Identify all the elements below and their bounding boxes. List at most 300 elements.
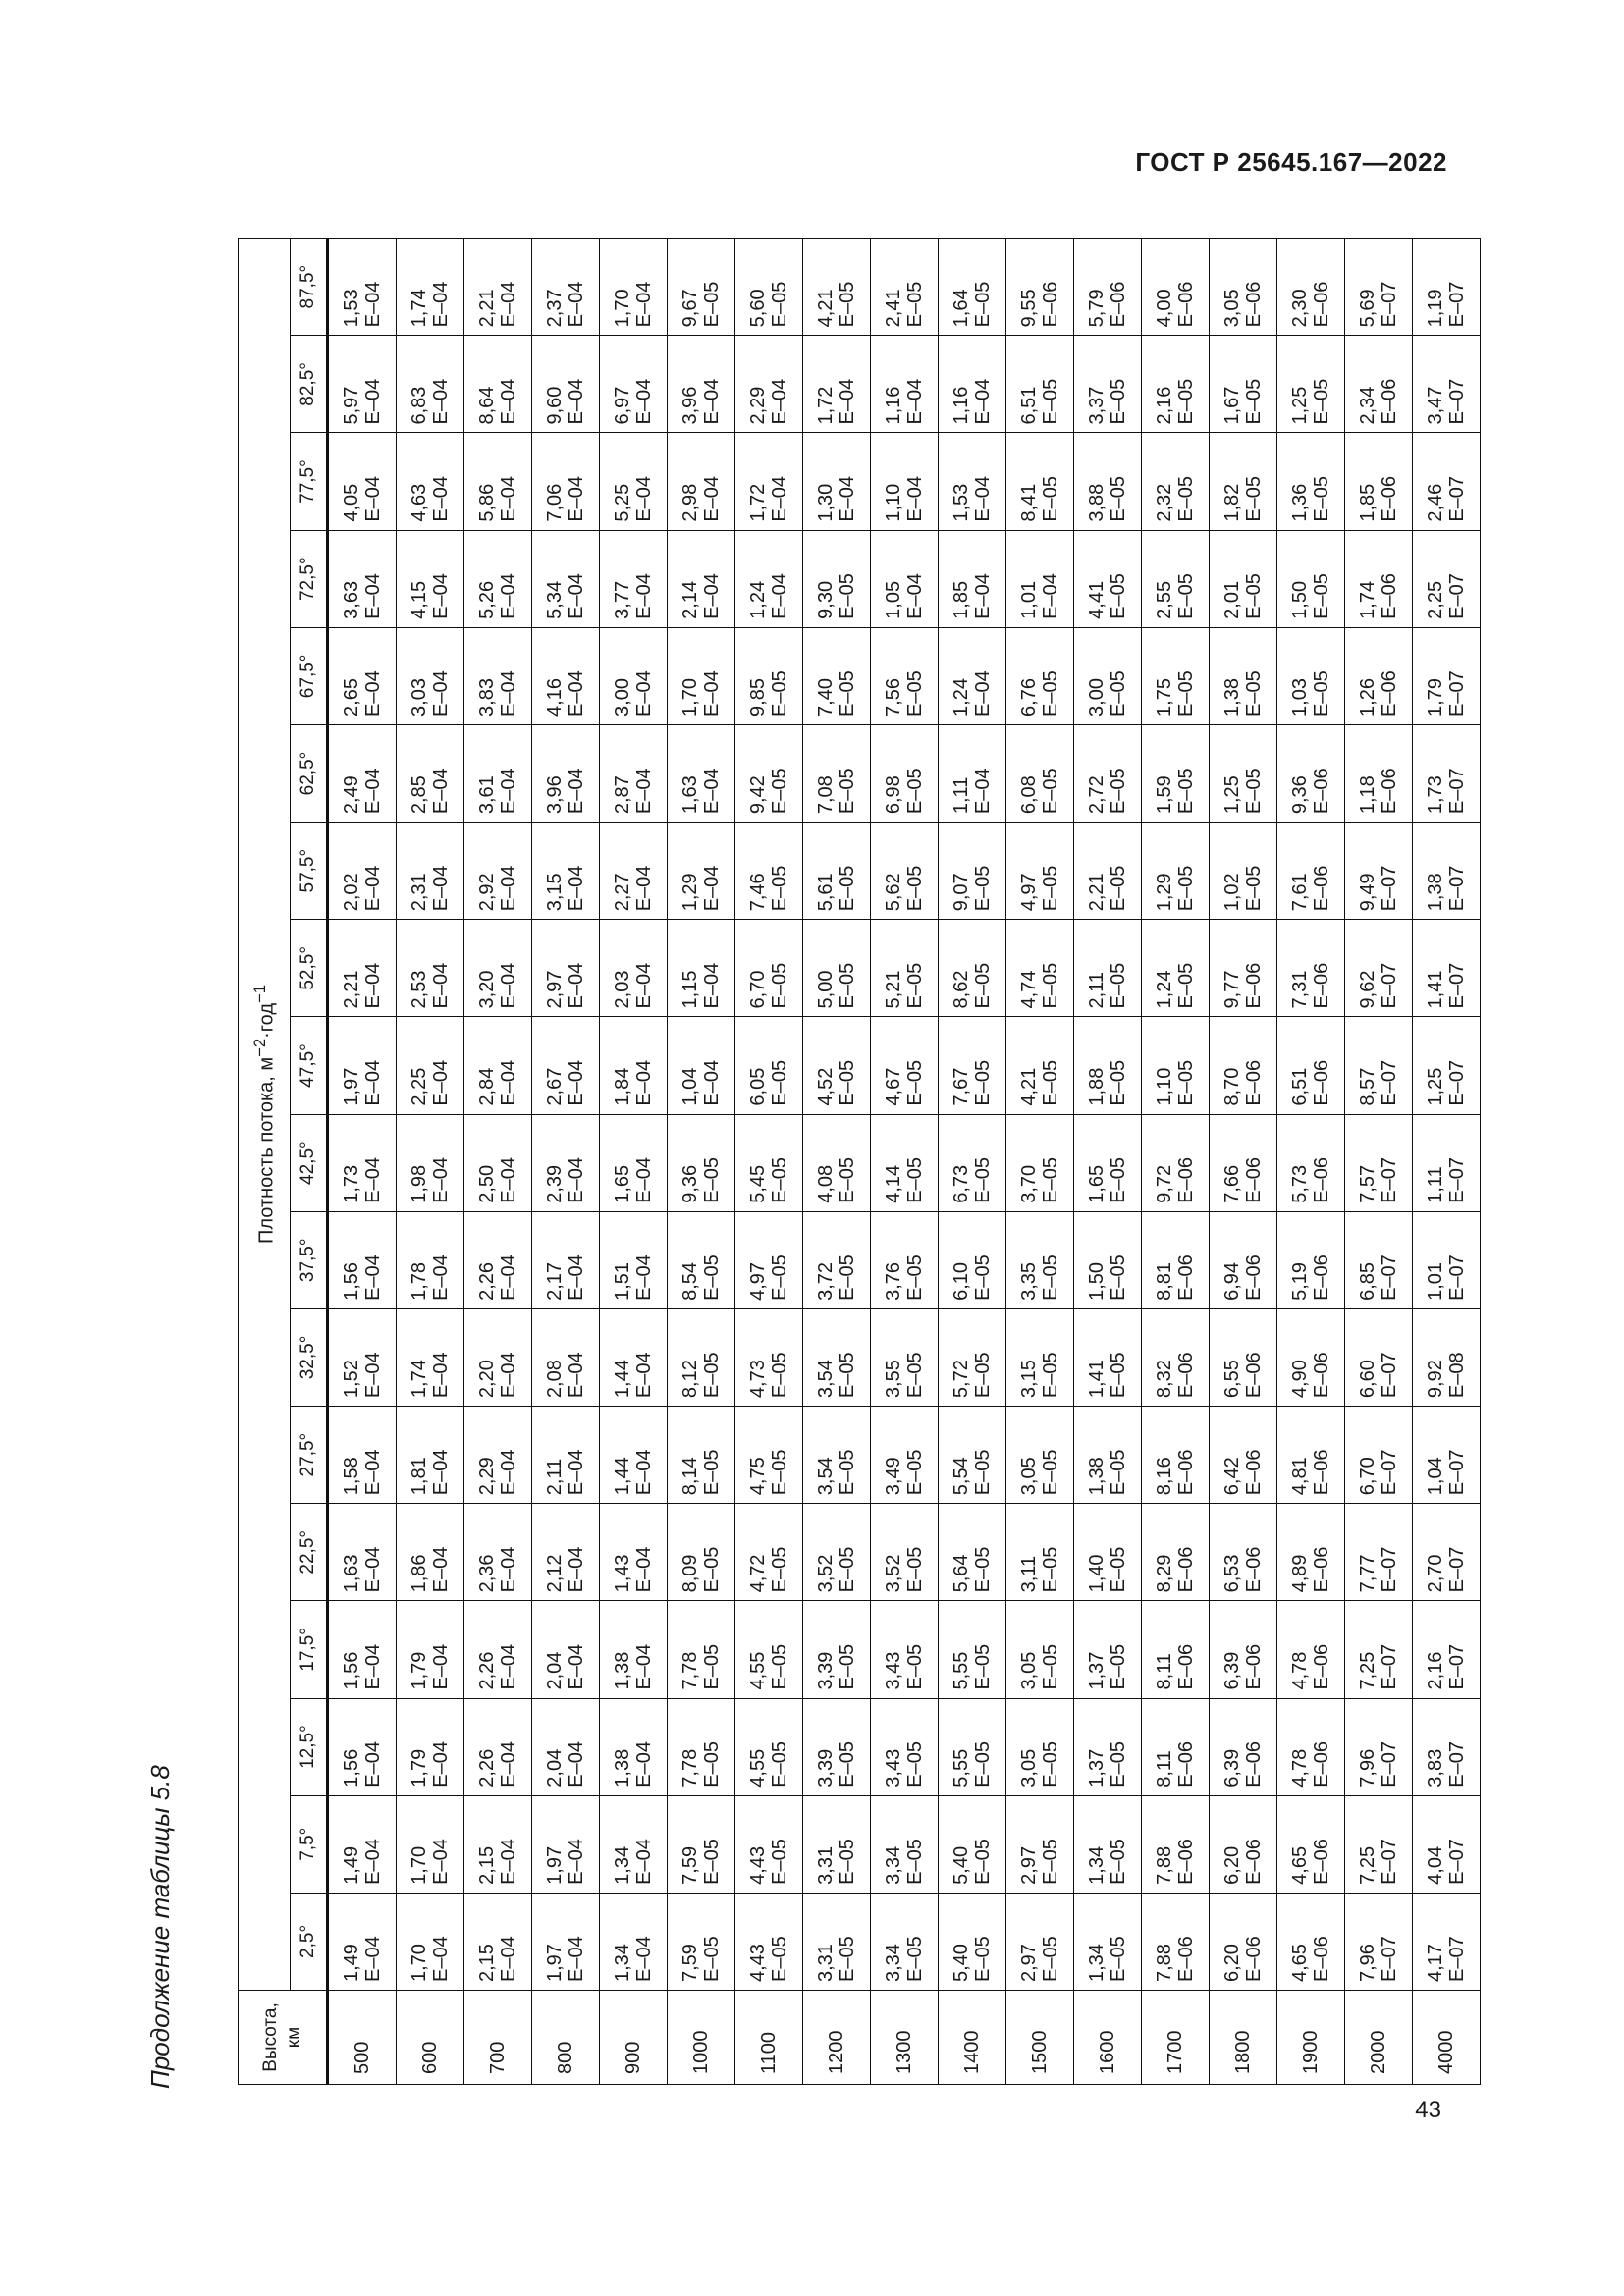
exponent: E–04 (430, 1546, 452, 1593)
flux-value-cell (871, 1407, 939, 1504)
mantissa: 4,65 (1289, 1845, 1311, 1885)
flux-value-cell (328, 1893, 397, 1990)
angle-column-header: 37,5° (291, 1211, 328, 1308)
exponent: E–05 (972, 865, 994, 912)
flux-value-cell (464, 1504, 532, 1601)
mantissa: 7,61 (1289, 873, 1311, 912)
exponent: E–04 (498, 1643, 519, 1690)
angle-column-header: 87,5° (291, 239, 328, 336)
table-row (668, 239, 735, 2085)
exponent: E–06 (1243, 1936, 1265, 1982)
exponent: E–08 (1446, 1352, 1468, 1399)
flux-value-cell (1074, 920, 1142, 1017)
flux-value-cell (1345, 627, 1413, 724)
mantissa: 1,19 (1425, 289, 1446, 328)
exponent: E–05 (904, 1546, 926, 1593)
mantissa: 2,32 (1154, 483, 1175, 522)
mantissa: 2,29 (747, 386, 769, 425)
flux-value-cell (668, 823, 735, 920)
mantissa: 1,11 (950, 776, 972, 815)
mantissa: 2,26 (476, 1748, 498, 1788)
flux-value-cell (1413, 1893, 1481, 1990)
mantissa: 1,79 (408, 1651, 430, 1690)
flux-value-cell (464, 1698, 532, 1795)
exponent: E–05 (1040, 1255, 1061, 1301)
exponent: E–05 (1040, 1839, 1061, 1885)
mantissa: 9,72 (1154, 1164, 1175, 1203)
mantissa: 8,41 (1018, 483, 1040, 522)
mantissa: 3,05 (1018, 1748, 1040, 1788)
table-row (397, 239, 464, 2085)
exponent: E–06 (1379, 573, 1400, 619)
exponent: E–05 (1108, 1059, 1129, 1106)
exponent: E–04 (701, 670, 723, 717)
table-row (1210, 239, 1277, 2085)
angle-column-header: 2,5° (291, 1893, 328, 1990)
mantissa: 4,55 (747, 1748, 769, 1788)
exponent: E–05 (1108, 1255, 1129, 1301)
mantissa: 1,82 (1221, 483, 1243, 522)
flux-value-cell (1074, 336, 1142, 433)
mantissa: 8,81 (1154, 1261, 1175, 1301)
exponent: E–04 (701, 1059, 723, 1106)
flux-value-cell (397, 530, 464, 627)
exponent: E–05 (837, 768, 858, 815)
flux-value-cell (1074, 1308, 1142, 1406)
exponent: E–04 (430, 378, 452, 425)
mantissa: 3,96 (544, 775, 566, 815)
flux-value-cell (939, 1407, 1006, 1504)
exponent: E–04 (362, 1740, 384, 1788)
mantissa: 3,54 (815, 1360, 837, 1399)
exponent: E–07 (1446, 573, 1468, 619)
exponent: E–04 (498, 573, 519, 619)
exponent: E–06 (1175, 1936, 1197, 1982)
mantissa: 5,45 (747, 1164, 769, 1203)
flux-value-cell (1074, 1795, 1142, 1893)
flux-value-cell (668, 1211, 735, 1308)
mantissa: 7,77 (1357, 1554, 1379, 1593)
mantissa: 7,67 (950, 1067, 972, 1106)
exponent: E–06 (1243, 1839, 1265, 1885)
mantissa: 3,96 (679, 386, 701, 425)
exponent: E–04 (430, 1352, 452, 1399)
exponent: E–06 (1311, 1255, 1332, 1301)
mantissa: 1,74 (408, 1360, 430, 1399)
flux-value-cell (803, 627, 871, 724)
flux-value-cell (803, 530, 871, 627)
exponent: E–04 (566, 573, 587, 619)
mantissa: 1,56 (341, 1261, 362, 1301)
altitude-cell: 800 (532, 1991, 600, 2085)
flux-value-cell (328, 530, 397, 627)
exponent: E–04 (566, 281, 587, 328)
mantissa: 6,39 (1221, 1651, 1243, 1690)
flux-value-cell (532, 1017, 600, 1114)
flux-value-cell (1277, 530, 1345, 627)
exponent: E–06 (1243, 281, 1265, 328)
mantissa: 1,24 (950, 678, 972, 717)
exponent: E–05 (904, 1157, 926, 1203)
flux-value-cell (1413, 724, 1481, 822)
exponent: E–04 (498, 1740, 519, 1788)
mantissa: 3,00 (612, 678, 633, 717)
flux-value-cell (668, 1114, 735, 1211)
mantissa: 7,66 (1221, 1164, 1243, 1203)
mantissa: 8,11 (1154, 1653, 1175, 1690)
mantissa: 8,32 (1154, 1360, 1175, 1399)
flux-value-cell (1006, 1308, 1074, 1406)
angle-column-header: 42,5° (291, 1114, 328, 1211)
flux-value-cell (532, 1795, 600, 1893)
exponent: E–05 (769, 670, 790, 717)
flux-value-cell (1413, 239, 1481, 336)
exponent: E–05 (972, 1740, 994, 1788)
flux-value-cell (939, 1795, 1006, 1893)
altitude-cell: 1500 (1006, 1991, 1074, 2085)
exponent: E–06 (1311, 1352, 1332, 1399)
table-row (1006, 239, 1074, 2085)
mantissa: 3,39 (815, 1748, 837, 1788)
mantissa: 2,21 (1086, 873, 1108, 912)
mantissa: 1,38 (1425, 873, 1446, 912)
mantissa: 1,25 (1425, 1067, 1446, 1106)
exponent: E–06 (1311, 1449, 1332, 1496)
exponent: E–07 (1379, 1449, 1400, 1496)
mantissa: 1,75 (1154, 678, 1175, 717)
flux-value-cell (1142, 1893, 1210, 1990)
flux-value-cell (1006, 1114, 1074, 1211)
mantissa: 1,11 (1425, 1166, 1446, 1203)
mantissa: 1,49 (341, 1944, 362, 1982)
mantissa: 1,29 (1154, 873, 1175, 912)
mantissa: 6,94 (1221, 1261, 1243, 1301)
mantissa: 2,11 (1086, 971, 1108, 1009)
flux-value-cell (939, 1017, 1006, 1114)
exponent: E–04 (498, 1546, 519, 1593)
flux-value-cell (1006, 1893, 1074, 1990)
flux-value-cell (939, 1698, 1006, 1795)
altitude-header (239, 1991, 328, 2085)
flux-value-cell (600, 1698, 668, 1795)
flux-value-cell (328, 1504, 397, 1601)
exponent: E–05 (1108, 573, 1129, 619)
exponent: E–07 (1446, 1643, 1468, 1690)
exponent: E–06 (1108, 281, 1129, 328)
flux-value-cell (1277, 1407, 1345, 1504)
flux-value-cell (328, 1017, 397, 1114)
flux-value-cell (1210, 1795, 1277, 1893)
table-body (328, 239, 1481, 2085)
exponent: E–05 (1040, 1643, 1061, 1690)
exponent: E–06 (1243, 1643, 1265, 1690)
exponent: E–04 (633, 1546, 655, 1593)
exponent: E–07 (1446, 1546, 1468, 1593)
flux-value-cell (668, 1407, 735, 1504)
mantissa: 7,25 (1357, 1651, 1379, 1690)
mantissa: 1,37 (1086, 1651, 1108, 1690)
mantissa: 7,40 (815, 678, 837, 717)
flux-value-cell (1142, 1308, 1210, 1406)
mantissa: 3,61 (476, 775, 498, 815)
flux-value-cell (1074, 1114, 1142, 1211)
flux-value-cell (1142, 336, 1210, 433)
exponent: E–05 (1108, 475, 1129, 522)
flux-value-cell (532, 239, 600, 336)
flux-value-cell (1345, 920, 1413, 1017)
flux-value-cell (1210, 1407, 1277, 1504)
mantissa: 5,21 (883, 970, 904, 1009)
mantissa: 2,16 (1154, 386, 1175, 425)
mantissa: 1,25 (1221, 775, 1243, 815)
flux-value-cell (1345, 823, 1413, 920)
flux-value-cell (1277, 1698, 1345, 1795)
mantissa: 7,25 (1357, 1845, 1379, 1885)
flux-value-cell (328, 1601, 397, 1698)
exponent: E–07 (1379, 1546, 1400, 1593)
mantissa: 3,47 (1425, 386, 1446, 425)
mantissa: 4,00 (1154, 289, 1175, 328)
exponent: E–06 (1379, 378, 1400, 425)
mantissa: 1,56 (341, 1651, 362, 1690)
flux-value-cell (397, 433, 464, 530)
flux-value-cell (1006, 1504, 1074, 1601)
flux-value-cell (735, 724, 803, 822)
flux-value-cell (1210, 920, 1277, 1017)
flux-value-cell (803, 1601, 871, 1698)
exponent: E–05 (837, 1059, 858, 1106)
mantissa: 1,16 (883, 386, 904, 425)
flux-value-cell (871, 1114, 939, 1211)
mantissa: 4,14 (883, 1164, 904, 1203)
flux-value-cell (1345, 1308, 1413, 1406)
mantissa: 1,98 (408, 1164, 430, 1203)
exponent: E–04 (701, 962, 723, 1009)
flux-value-cell (1210, 336, 1277, 433)
flux-value-cell (1142, 1698, 1210, 1795)
flux-value-cell (328, 1407, 397, 1504)
exponent: E–04 (566, 378, 587, 425)
flux-value-cell (1210, 1504, 1277, 1601)
mantissa: 3,52 (815, 1554, 837, 1593)
mantissa: 1,18 (1357, 775, 1379, 815)
flux-value-cell (871, 1601, 939, 1698)
mantissa: 6,83 (408, 386, 430, 425)
mantissa: 1,49 (341, 1845, 362, 1885)
flux-value-cell (1006, 1698, 1074, 1795)
flux-value-cell (464, 724, 532, 822)
exponent: E–04 (498, 1059, 519, 1106)
exponent: E–05 (904, 1643, 926, 1690)
flux-value-cell (328, 1211, 397, 1308)
mantissa: 1,67 (1221, 386, 1243, 425)
flux-value-cell (735, 920, 803, 1017)
exponent: E–05 (1311, 670, 1332, 717)
mantissa: 2,55 (1154, 580, 1175, 619)
exponent: E–05 (769, 768, 790, 815)
mantissa: 4,81 (1289, 1457, 1311, 1496)
exponent: E–04 (566, 1546, 587, 1593)
flux-value-cell (532, 1407, 600, 1504)
flux-value-cell (600, 1601, 668, 1698)
mantissa: 1,50 (1086, 1261, 1108, 1301)
flux-value-cell (532, 1698, 600, 1795)
exponent: E–07 (1379, 1255, 1400, 1301)
mantissa: 1,85 (950, 580, 972, 619)
flux-value-cell (1345, 724, 1413, 822)
flux-value-cell (668, 239, 735, 336)
flux-value-cell (803, 1504, 871, 1601)
mantissa: 1,85 (1357, 483, 1379, 522)
flux-value-cell (939, 239, 1006, 336)
mantissa: 2,26 (476, 1261, 498, 1301)
flux-value-cell (464, 1114, 532, 1211)
mantissa: 9,49 (1357, 873, 1379, 912)
exponent: E–07 (1379, 1352, 1400, 1399)
exponent: E–04 (904, 475, 926, 522)
exponent: E–04 (1040, 573, 1061, 619)
mantissa: 4,89 (1289, 1554, 1311, 1593)
flux-value-cell (939, 920, 1006, 1017)
altitude-header-line: км (283, 2026, 304, 2049)
mantissa: 1,16 (950, 386, 972, 425)
exponent: E–07 (1446, 1740, 1468, 1788)
flux-value-cell (532, 530, 600, 627)
exponent: E–04 (633, 1936, 655, 1982)
flux-value-cell (1006, 920, 1074, 1017)
flux-value-cell (735, 1698, 803, 1795)
mantissa: 9,55 (1018, 289, 1040, 328)
flux-value-cell (600, 1211, 668, 1308)
mantissa: 3,20 (476, 970, 498, 1009)
exponent: E–04 (972, 378, 994, 425)
exponent: E–05 (1108, 1546, 1129, 1593)
mantissa: 7,59 (679, 1845, 701, 1885)
exponent: E–04 (769, 378, 790, 425)
exponent: E–07 (1446, 475, 1468, 522)
mantissa: 2,17 (544, 1261, 566, 1301)
exponent: E–05 (972, 1255, 994, 1301)
exponent: E–04 (566, 1157, 587, 1203)
flux-value-cell (939, 336, 1006, 433)
flux-value-cell (1074, 1504, 1142, 1601)
exponent: E–04 (566, 865, 587, 912)
flux-value-cell (328, 1114, 397, 1211)
flux-value-cell (1142, 1795, 1210, 1893)
angle-column-header: 12,5° (291, 1698, 328, 1795)
flux-value-cell (1006, 1407, 1074, 1504)
flux-value-cell (1074, 823, 1142, 920)
exponent: E–07 (1446, 670, 1468, 717)
flux-value-cell (668, 920, 735, 1017)
mantissa: 2,41 (883, 289, 904, 328)
mantissa: 2,37 (544, 289, 566, 328)
altitude-cell: 1400 (939, 1991, 1006, 2085)
mantissa: 9,30 (815, 580, 837, 619)
mantissa: 4,74 (1018, 970, 1040, 1009)
exponent: E–05 (1175, 475, 1197, 522)
mantissa: 4,08 (815, 1164, 837, 1203)
exponent: E–04 (362, 1643, 384, 1690)
flux-value-cell (1074, 1407, 1142, 1504)
mantissa: 6,60 (1357, 1360, 1379, 1399)
mantissa: 1,01 (1018, 580, 1040, 619)
mantissa: 5,79 (1086, 289, 1108, 328)
mantissa: 1,38 (612, 1651, 633, 1690)
mantissa: 4,52 (815, 1067, 837, 1106)
exponent: E–04 (498, 768, 519, 815)
mantissa: 1,56 (341, 1748, 362, 1788)
mantissa: 5,69 (1357, 289, 1379, 328)
mantissa: 3,05 (1018, 1651, 1040, 1690)
exponent: E–05 (1311, 475, 1332, 522)
flux-value-cell (328, 336, 397, 433)
altitude-header-line: Высота, (259, 2002, 281, 2072)
flux-value-cell (397, 1698, 464, 1795)
mantissa: 3,31 (815, 1944, 837, 1982)
flux-value-cell (1006, 823, 1074, 920)
flux-value-cell (939, 1114, 1006, 1211)
flux-value-cell (1142, 530, 1210, 627)
flux-value-cell (939, 1211, 1006, 1308)
flux-value-cell (328, 1795, 397, 1893)
mantissa: 3,52 (883, 1554, 904, 1593)
mantissa: 3,31 (815, 1845, 837, 1885)
mantissa: 2,21 (341, 970, 362, 1009)
mantissa: 1,63 (679, 775, 701, 815)
flux-value-cell (803, 1795, 871, 1893)
flux-value-cell (1210, 1601, 1277, 1698)
mantissa: 5,55 (950, 1651, 972, 1690)
exponent: E–05 (1108, 1643, 1129, 1690)
flux-value-cell (1142, 1211, 1210, 1308)
exponent: E–07 (1379, 1059, 1400, 1106)
flux-value-cell (1210, 724, 1277, 822)
exponent: E–04 (498, 865, 519, 912)
flux-value-cell (871, 1017, 939, 1114)
mantissa: 4,21 (815, 289, 837, 328)
exponent: E–05 (1040, 1936, 1061, 1982)
angle-column-header: 57,5° (291, 823, 328, 920)
mantissa: 2,97 (1018, 1944, 1040, 1982)
exponent: E–05 (1175, 670, 1197, 717)
exponent: E–04 (498, 281, 519, 328)
exponent: E–06 (1379, 475, 1400, 522)
flux-value-cell (1006, 627, 1074, 724)
exponent: E–05 (701, 1449, 723, 1496)
angle-column-header: 72,5° (291, 530, 328, 627)
exponent: E–04 (566, 768, 587, 815)
flux-value-cell (464, 433, 532, 530)
mantissa: 9,77 (1221, 970, 1243, 1009)
flux-value-cell (397, 1114, 464, 1211)
exponent: E–04 (769, 573, 790, 619)
mantissa: 6,97 (612, 386, 633, 425)
flux-value-cell (1277, 1504, 1345, 1601)
mantissa: 4,05 (341, 483, 362, 522)
mantissa: 2,16 (1425, 1651, 1446, 1690)
flux-value-cell (397, 920, 464, 1017)
exponent: E–05 (1243, 865, 1265, 912)
mantissa: 3,83 (1425, 1748, 1446, 1788)
mantissa: 1,10 (1154, 1067, 1175, 1106)
exponent: E–05 (1311, 573, 1332, 619)
flux-value-cell (1277, 1893, 1345, 1990)
flux-value-cell (1345, 433, 1413, 530)
angle-column-header: 22,5° (291, 1504, 328, 1601)
mantissa: 2,21 (476, 289, 498, 328)
exponent: E–06 (1040, 281, 1061, 328)
